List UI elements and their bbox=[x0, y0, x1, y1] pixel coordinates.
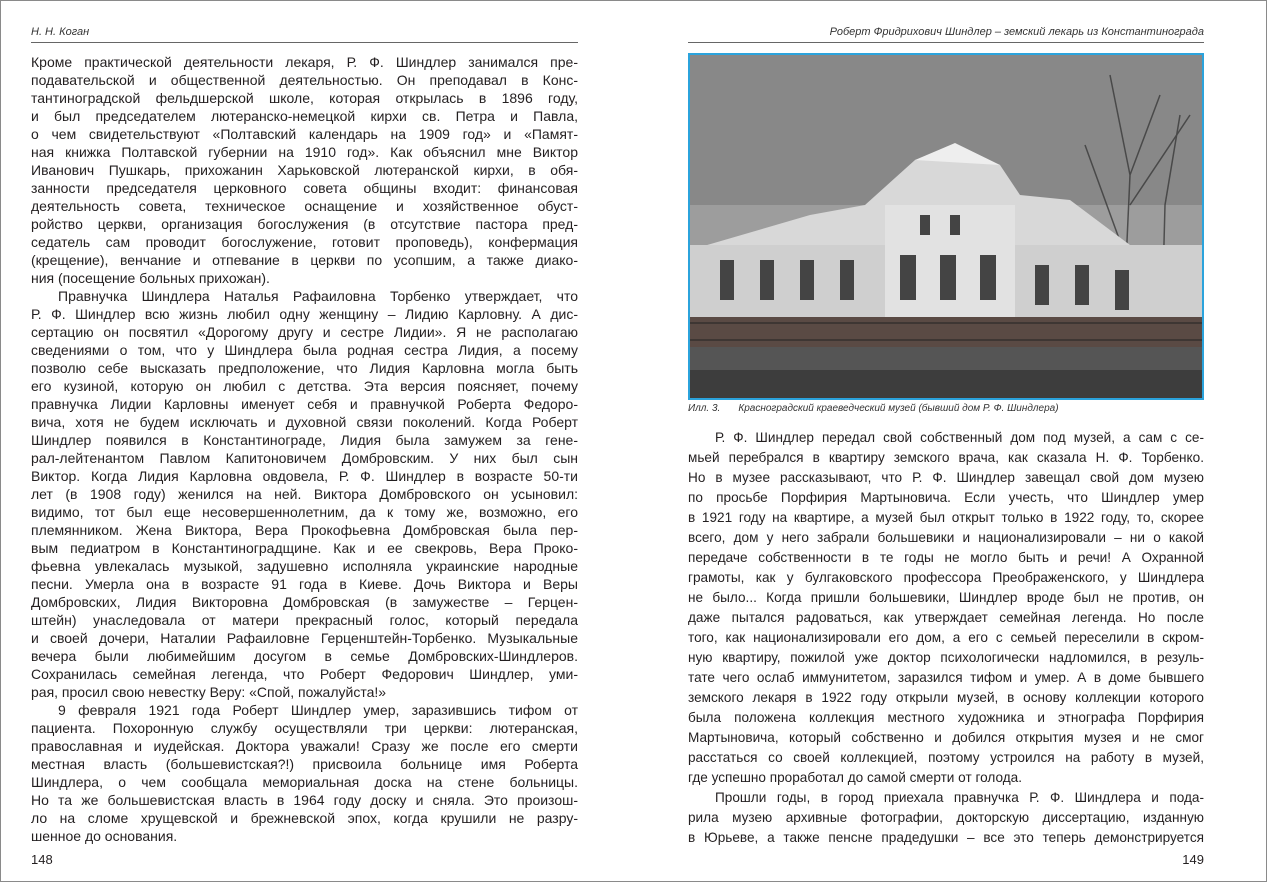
text-line: Иванович Пушкарь, прихожанин Харьковской лютеранской кирхи, в обя- bbox=[31, 162, 578, 178]
text-line: Но та же большевистская власть в 1964 году доску и сняла. Это произош- bbox=[31, 792, 578, 808]
text-line: даже пытался радоваться, как утверждает семейная легенда. Но после bbox=[688, 610, 1204, 625]
text-line: сертацию он посвятил «Дорогому другу и сестре Лидии». Я не располагаю bbox=[31, 324, 578, 340]
text-line: тате чего ослаб иммунитетом, заразился тифом и умер. А в доме бывшего bbox=[688, 670, 1204, 685]
page-number: 148 bbox=[31, 852, 53, 867]
paragraph bbox=[31, 287, 578, 701]
text-line: Р. Ф. Шиндлер передал свой собственный дом под музей, а сам с се- bbox=[715, 430, 1204, 445]
page-number: 149 bbox=[1182, 852, 1204, 867]
text-line: Шиндлера, о чем сообщала мемориальная доска на стене больницы. bbox=[31, 774, 578, 790]
text-line: рая, просил свою невестку Веру: «Спой, пожалуйста!» bbox=[31, 684, 387, 700]
text-line: деятельность совета, техническое оснащение и хозяйственное обуст- bbox=[31, 198, 578, 214]
text-line: тантиноградской фельдшерской школе, которая открылась в 1896 году, bbox=[31, 90, 578, 106]
text-line: пациента. Похоронную службу осуществляли три церкви: лютеранская, bbox=[31, 720, 578, 736]
text-line: мьей перебрался в квартиру земского врача, как сказала Н. Ф. Торбенко. bbox=[688, 450, 1204, 465]
text-line: грамоты, как у булгаковского профессора Преображенского, у Шиндлера bbox=[688, 570, 1204, 585]
text-line: ния (посещение больных прихожан). bbox=[31, 270, 270, 286]
text-line: штейн) унаследовала от матери прекрасный голос, который передала bbox=[31, 612, 578, 628]
text-line: местная власть (большевистская?!) присвоила больнице имя Роберта bbox=[31, 756, 578, 772]
text-line: подавательской и общественной деятельностью. Он преподавал в Конс- bbox=[31, 72, 578, 88]
text-line: Кроме практической деятельности лекаря, Р. Ф. Шиндлер занимался пре- bbox=[31, 54, 578, 70]
text-line: ло на сломе хрущевской и брежневской эпох, когда крушили не разру- bbox=[31, 810, 578, 826]
header-rule bbox=[31, 42, 578, 43]
text-line: его кузиной, которую он любил с детства. Эта версия поясняет, почему bbox=[31, 378, 578, 394]
text-line: всего, дом у него забрали большевики и национализировали – ни о какой bbox=[688, 530, 1204, 545]
text-line: седатель сам проводит богослужение, готовит проповедь), конфермация bbox=[31, 234, 578, 250]
text-line: была положена коллекция местного художника и этнографа Порфирия bbox=[688, 710, 1204, 725]
text-line: лет (в 1908 году) женился на ней. Виктора Домбровского он усыновил: bbox=[31, 486, 578, 502]
paragraph bbox=[688, 788, 1204, 848]
text-line: где успешно проработал до самой смерти от голода. bbox=[688, 770, 1022, 785]
text-line: племянником. Жена Виктора, Вера Прокофьевна Домбровская была пер- bbox=[31, 522, 578, 538]
body-text bbox=[688, 428, 1204, 848]
text-line: позволю себе высказать предположение, что Лидия Карловна могла быть bbox=[31, 360, 578, 376]
header-rule bbox=[688, 42, 1204, 43]
text-line: ную квартиру, пожилой уже доктор психологически надломился, в резуль- bbox=[688, 650, 1204, 665]
text-line: вым педиатром в Константиноградщине. Как и ее свекровь, Вера Проко- bbox=[31, 540, 578, 556]
text-line: Прошли годы, в город приехала правнучка Р. Ф. Шиндлера и пода- bbox=[715, 790, 1204, 805]
text-line: о чем свидетельствуют «Полтавский календарь на 1909 год» и «Памят- bbox=[31, 126, 578, 142]
text-line: 9 февраля 1921 года Роберт Шиндлер умер, заразившись тифом от bbox=[58, 702, 578, 718]
text-line: шенное до основания. bbox=[31, 828, 178, 844]
left-page bbox=[31, 0, 578, 882]
text-line: Сохранилась семейная легенда, что Роберт Федорович Шиндлер, уми- bbox=[31, 666, 578, 682]
text-line: фьевна увлекалась музыкой, задушевно исполняла украинские народные bbox=[31, 558, 578, 574]
text-line: Мартыновича, который собственно и добился открытия музея и не смог bbox=[688, 730, 1204, 745]
paragraph bbox=[31, 53, 578, 287]
text-line: рила музею архивные фотографии, докторскую диссертацию, изданную bbox=[688, 810, 1204, 825]
text-line: занности председателя церковного совета общины входит: финансовая bbox=[31, 180, 578, 196]
paragraph bbox=[31, 701, 578, 845]
text-line: и был председателем лютеранско-немецкой кирхи св. Петра и Павла, bbox=[31, 108, 578, 124]
right-page bbox=[688, 0, 1204, 882]
running-header-title: Роберт Фридрихович Шиндлер – земский лекарь из Константинограда bbox=[829, 26, 1204, 38]
text-line: Шиндлер появился в Константинограде, Лидия была замужем за гене- bbox=[31, 432, 578, 448]
text-line: Р. Ф. Шиндлер всю жизнь любил одну женщину – Лидию Карловну. А дис- bbox=[31, 306, 578, 322]
text-line: Домбровских, Лидия Викторовна Домбровская (в замужестве – Герцен- bbox=[31, 594, 578, 610]
text-line: (крещение), венчание и отпевание в церкви по усопшим, а также диако- bbox=[31, 252, 578, 268]
text-line: ная книжка Полтавской губернии на 1910 год». Как объяснил мне Виктор bbox=[31, 144, 578, 160]
text-line: видимо, тот был еще несовершеннолетним, да к тому же, возможно, его bbox=[31, 504, 578, 520]
museum-photo bbox=[688, 53, 1204, 400]
paragraph bbox=[688, 428, 1204, 788]
text-line: правнучка Лидии Карловны именует себя и правнучкой Роберта Федоро- bbox=[31, 396, 578, 412]
text-line: и своей дочери, Наталии Рафаиловне Герценштейн-Торбенко. Музыкальные bbox=[31, 630, 578, 646]
figure-label: Илл. 3. bbox=[688, 403, 721, 414]
text-line: сведениями о том, что у Шиндлера была родная сестра Лидия, а посему bbox=[31, 342, 578, 358]
body-text bbox=[31, 53, 578, 845]
text-line: вечера были любимейшим досугом в семье Домбровских-Шиндлеров. bbox=[31, 648, 578, 664]
text-line: ройство церкви, организация богослужения (в отсутствие пастора пред- bbox=[31, 216, 578, 232]
text-line: передаче собственности в те годы не могло быть и речи! А Охранной bbox=[688, 550, 1204, 565]
building-illustration bbox=[690, 55, 1202, 398]
text-line: того, как национализировали его дом, а его с семьей переселили в скром- bbox=[688, 630, 1204, 645]
figure-caption-text: Красноградский краеведческий музей (бывший дом Р. Ф. Шиндлера) bbox=[738, 403, 1059, 414]
text-line: песни. Умерла она в возрасте 91 года в Киеве. Дочь Виктора и Веры bbox=[31, 576, 578, 592]
text-line: расстаться со своей коллекцией, поэтому устроился на работу в музей, bbox=[688, 750, 1204, 765]
figure-caption bbox=[688, 403, 1059, 414]
text-line: вича, хотя не будем исключать и духовной связи поколений. Когда Роберт bbox=[31, 414, 578, 430]
text-line: православная и иудейская. Доктора уважали! Сразу же после его смерти bbox=[31, 738, 578, 754]
text-line: не было... Когда пришли большевики, Шиндлер вроде был не против, он bbox=[688, 590, 1204, 605]
running-header-author: Н. Н. Коган bbox=[31, 26, 90, 38]
text-line: земского лекаря в 1922 году открыли музей, в основу коллекции которого bbox=[688, 690, 1204, 705]
text-line: в 1921 году на квартире, а музей был открыт только в 1922 году, то, скорее bbox=[688, 510, 1204, 525]
text-line: Но в музее рассказывают, что Р. Ф. Шиндлер завещал свой дом музею bbox=[688, 470, 1204, 485]
text-line: по просьбе Порфирия Мартыновича. Если учесть, что Шиндлер умер bbox=[688, 490, 1204, 505]
text-line: в Юрьеве, а также пенсне прадедушки – все это теперь демонстрируется bbox=[688, 830, 1204, 845]
text-line: Виктор. Когда Лидия Карловна овдовела, Р. Ф. Шиндлер в возрасте 50-ти bbox=[31, 468, 578, 484]
text-line: Правнучка Шиндлера Наталья Рафаиловна Торбенко утверждает, что bbox=[58, 288, 578, 304]
text-line: рал-лейтенантом Павлом Капитоновичем Домбровским. У них был сын bbox=[31, 450, 578, 466]
